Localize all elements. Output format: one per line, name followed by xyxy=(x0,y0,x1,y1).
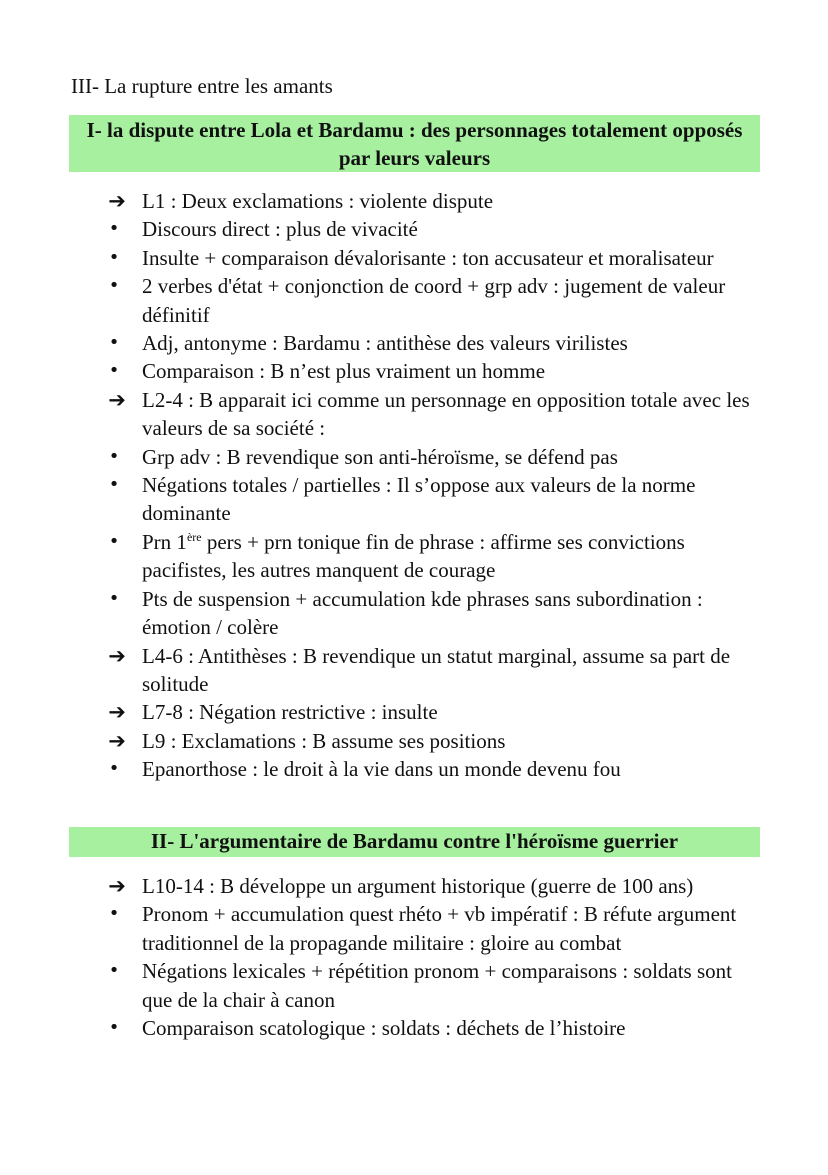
ordinal-superscript: ère xyxy=(186,529,202,544)
list-item-text-start: Prn 1 xyxy=(142,529,187,554)
bullet-icon: • xyxy=(108,530,120,552)
arrow-icon: ➔ xyxy=(108,189,126,213)
list-item-text xyxy=(142,530,685,582)
arrow-icon: ➔ xyxy=(108,700,126,725)
section-heading-dispute: I- la dispute entre Lola et Bardamu : des personnages totalement opposés par leurs valeurs xyxy=(69,115,760,172)
arrow-icon: ➔ xyxy=(108,874,126,898)
list-item-text: Négations lexicales + répétition pronom + comparaisons : soldats sont que de la chair à canon xyxy=(142,959,732,1012)
bullet-icon: • xyxy=(108,360,120,382)
list-item xyxy=(0,528,828,585)
list-item xyxy=(0,272,828,329)
list-item-text: Grp adv : B revendique son anti-héroïsme, se défend pas xyxy=(142,444,618,469)
list-item-text-end: pers + prn tonique fin de phrase : affirme ses convictions pacifistes, les autres manquent de courage xyxy=(142,529,685,583)
bullet-icon: • xyxy=(108,332,120,354)
list-item xyxy=(0,329,828,357)
list-item-text: L10-14 : B développe un argument historique (guerre de 100 ans) xyxy=(142,874,694,898)
list-item-text: L7-8 : Négation restrictive : insulte xyxy=(142,700,438,725)
list-item-text: Discours direct : plus de vivacité xyxy=(142,217,418,242)
list-item xyxy=(0,872,828,900)
section-list-argumentaire xyxy=(0,872,828,1042)
list-item-text: L2-4 : B apparait ici comme un personnage en opposition totale avec les valeurs de sa société : xyxy=(142,387,750,441)
list-item-text: L4-6 : Antithèses : B revendique un statut marginal, assume sa part de solitude xyxy=(142,643,731,696)
bullet-icon: • xyxy=(108,1017,120,1039)
list-item xyxy=(0,585,828,642)
list-item-text: Adj, antonyme : Bardamu : antithèse des valeurs virilistes xyxy=(142,331,628,356)
list-item-text: Pronom + accumulation quest rhéto + vb impératif : B réfute argument traditionnel de la propagande militaire : gloire au combat xyxy=(142,902,737,955)
list-item xyxy=(0,727,828,755)
list-item xyxy=(0,698,828,726)
section-list-dispute xyxy=(0,187,828,784)
bullet-icon: • xyxy=(108,960,120,982)
bullet-icon: • xyxy=(108,445,120,467)
bullet-icon: • xyxy=(108,275,120,297)
list-item xyxy=(0,357,828,385)
list-item xyxy=(0,443,828,471)
list-item xyxy=(0,642,828,699)
list-item-text: Négations totales / partielles : Il s’oppose aux valeurs de la norme dominante xyxy=(142,473,696,526)
list-item-text: Pts de suspension + accumulation kde phrases sans subordination : émotion / colère xyxy=(142,586,703,640)
list-item xyxy=(0,386,828,443)
arrow-icon: ➔ xyxy=(108,728,126,753)
list-item xyxy=(0,187,828,215)
section-heading-argumentaire: II- L'argumentaire de Bardamu contre l'héroïsme guerrier xyxy=(69,827,760,857)
list-item xyxy=(0,471,828,528)
list-item xyxy=(0,1014,828,1042)
list-item-text: Insulte + comparaison dévalorisante : ton accusateur et moralisateur xyxy=(142,245,714,270)
list-item-text: L9 : Exclamations : B assume ses positions xyxy=(142,728,506,753)
bullet-icon: • xyxy=(108,474,120,496)
list-item xyxy=(0,900,828,957)
arrow-icon: ➔ xyxy=(108,387,126,412)
document-title: III- La rupture entre les amants xyxy=(71,74,333,98)
list-item-text: Comparaison : B n’est plus vraiment un homme xyxy=(142,359,546,384)
list-item xyxy=(0,957,828,1014)
list-item xyxy=(0,215,828,243)
bullet-icon: • xyxy=(108,218,120,240)
bullet-icon: • xyxy=(108,903,120,925)
list-item xyxy=(0,244,828,272)
arrow-icon: ➔ xyxy=(108,643,126,668)
bullet-icon: • xyxy=(108,587,120,609)
list-item-text: 2 verbes d'état + conjonction de coord + grp adv : jugement de valeur définitif xyxy=(142,274,726,327)
list-item-text: L1 : Deux exclamations : violente dispute xyxy=(142,189,494,213)
list-item-text: Epanorthose : le droit à la vie dans un monde devenu fou xyxy=(142,757,621,782)
bullet-icon: • xyxy=(108,758,120,780)
bullet-icon: • xyxy=(108,246,120,268)
list-item xyxy=(0,755,828,783)
list-item-text: Comparaison scatologique : soldats : déchets de l’histoire xyxy=(142,1016,626,1041)
